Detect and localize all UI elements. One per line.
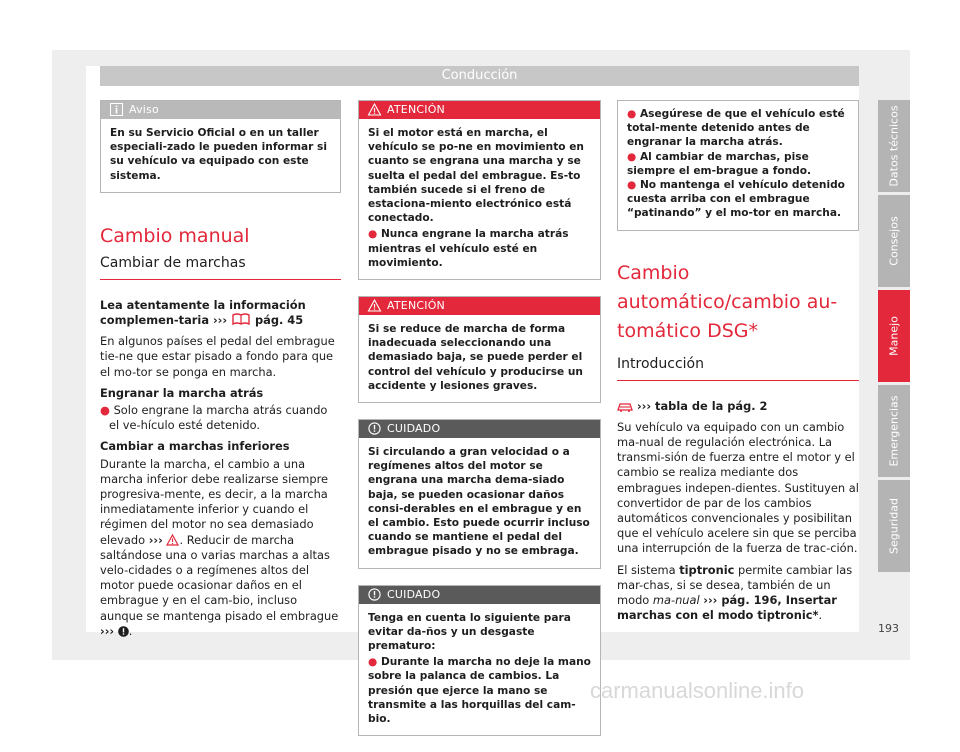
heading-reverse: Engranar la marcha atrás <box>100 385 264 400</box>
attention-box-2 <box>358 296 601 403</box>
caution-box-2 <box>358 585 601 737</box>
car-screen-icon <box>617 400 633 412</box>
tab-consejos[interactable]: Consejos <box>878 195 910 287</box>
watermark: carmanualsonline.info <box>590 678 805 703</box>
caution-title-2: CUIDADO <box>387 587 441 601</box>
attention-box-1 <box>358 100 601 280</box>
tab-seguridad[interactable]: Seguridad <box>878 480 910 572</box>
warning-triangle-icon <box>368 299 381 312</box>
right-column <box>617 100 859 629</box>
bullet-icon: ● <box>627 108 640 120</box>
middle-column <box>358 100 601 752</box>
caution-text-2: Tenga en cuenta lo siguiente para evitar da-ños y un desgaste prematuro: <box>368 611 571 653</box>
caution-circle-icon <box>368 588 381 601</box>
caution-box-1 <box>358 419 601 569</box>
reverse-list-item: ● Solo engrane la marcha atrás cuando el ve-hículo esté detenido. <box>100 403 328 433</box>
caution-circle-icon <box>118 626 129 637</box>
tab-emergencias[interactable]: Emergencias <box>878 385 910 477</box>
tiptronic-link[interactable]: ››› pág. 196, Insertar marchas con el modo tiptronic* <box>617 593 837 623</box>
box-list-item: ● Asegúrese de que el vehículo esté total-mente detenido antes de engranar la marcha atrás. <box>627 108 845 149</box>
info-icon <box>110 103 123 116</box>
bullet-icon: ● <box>368 228 381 241</box>
caution-header-2 <box>359 586 600 604</box>
section-subtitle-intro: Introducción <box>617 354 859 381</box>
warning-triangle-icon <box>166 534 179 546</box>
caution-bullet-2: ● Durante la marcha no deje la mano sobre la palanca de cambios. La presión que ejerce la mano se transmite a las horquillas del cam-bio. <box>368 656 591 726</box>
note-title: Aviso <box>129 103 159 116</box>
heading-downshift: Cambiar a marchas inferiores <box>100 439 290 454</box>
lead-paragraph: Lea atentamente la información complemen-taria ››› pág. 45 <box>100 297 306 328</box>
paragraph-clutch: En algunos países el pedal del embrague tie-ne que estar pisado a fondo para que el mo-tor se ponga en marcha. <box>100 334 335 379</box>
bullet-icon: ● <box>627 150 640 163</box>
bullet-icon: ● <box>368 656 381 669</box>
tab-datos-tecnicos[interactable]: Datos técnicos <box>878 100 910 192</box>
section-title-automatic: Cambio automático/cambio au-tomático DSG* <box>617 261 838 342</box>
left-column <box>100 100 341 645</box>
note-box <box>100 100 341 193</box>
attention-header-1 <box>359 101 600 119</box>
paragraph-dsg: Su vehículo va equipado con un cambio ma-nual de regulación electrónica. La transmi-sión de fuerza entre el motor y el cambio se realiza mediante dos embragues indepen-dientes. Sustituyen al convertidor de par de los cambios automáticos convencionales y posibilitan que el vehículo acelere sin que se perciba una interrupción de la fuerza de trac-ción. <box>617 419 859 556</box>
page-number: 193 <box>878 622 899 635</box>
caution-text-1: Si circulando a gran velocidad o a regímenes altos del motor se engrana una marcha dema-siado baja, se pueden ocasionar daños consi-derables en el embrague y en el cambio. Esto puede ocurrir incluso cuando se mantiene el pedal del embrague pisado y no se embraga. <box>368 446 590 558</box>
attention-text-1: Si el motor está en marcha, el vehículo se po-ne en movimiento en cuanto se engrana una marcha y se suelta el pedal del embrague. Es-to también sucede si el freno de estaciona-miento electrónico está conectado. <box>368 127 584 225</box>
box-list-item: ● Al cambiar de marchas, pise siempre el em-brague a fondo. <box>627 150 812 177</box>
paragraph-tiptronic: El sistema tiptronic permite cambiar las mar-chas, si se desea, también de un modo ma-nual ››› pág. 196, Insertar marchas con el modo tiptronic*. <box>617 562 853 623</box>
note-text: En su Servicio Oficial o en un taller especiali-zado le pueden informar si su vehículo va equipado con este sistema. <box>110 127 327 182</box>
attention-title-2: ATENCIÓN <box>387 299 445 313</box>
caution-header-1 <box>359 420 600 438</box>
section-title-manual: Cambio manual <box>100 224 250 247</box>
section-subtitle-gears: Cambiar de marchas <box>100 253 341 280</box>
note-header <box>101 101 340 119</box>
caution-title-1: CUIDADO <box>387 422 441 436</box>
warning-triangle-icon <box>368 103 381 116</box>
reference-line: ››› tabla de la pág. 2 <box>617 399 859 414</box>
book-icon <box>231 313 251 326</box>
attention-title-1: ATENCIÓN <box>387 103 445 116</box>
bullet-icon: ● <box>100 403 110 418</box>
paragraph-downshift: Durante la marcha, el cambio a una marcha inferior debe realizarse siempre progresiva-mente, es decir, a la marcha inmediatamente inferior y cuando el régimen del motor no sea demasiado elevado ››› . Reducir de marcha saltándose una o varias marchas a altas velo-cidades o a regímenes altos del motor puede ocasionar daños en el embrague y en el cam-bio, incluso aunque se mantenga pisado el embrague ››› . <box>100 456 339 638</box>
ref-arrows: ››› <box>212 313 228 328</box>
attention-text-2: Si se reduce de marcha de forma inadecuada seleccionando una demasiado baja, se puede perder el control del vehículo y producirse un accidente y lesiones graves. <box>368 323 583 392</box>
bullet-icon: ● <box>627 179 640 192</box>
page-header: Conducción <box>100 66 859 86</box>
caution-circle-icon <box>368 422 381 435</box>
tab-manejo[interactable]: Manejo <box>878 290 910 382</box>
attention-header-2 <box>359 297 600 315</box>
chapter-tabs <box>878 100 910 575</box>
continued-warning-box <box>617 100 859 231</box>
box-list-item: ● No mantenga el vehículo detenido cuesta arriba con el embrague “patinando” y el mo-tor en marcha. <box>627 179 845 220</box>
attention-bullet-1: ● Nunca engrane la marcha atrás mientras el vehículo esté en movimiento. <box>368 228 569 269</box>
